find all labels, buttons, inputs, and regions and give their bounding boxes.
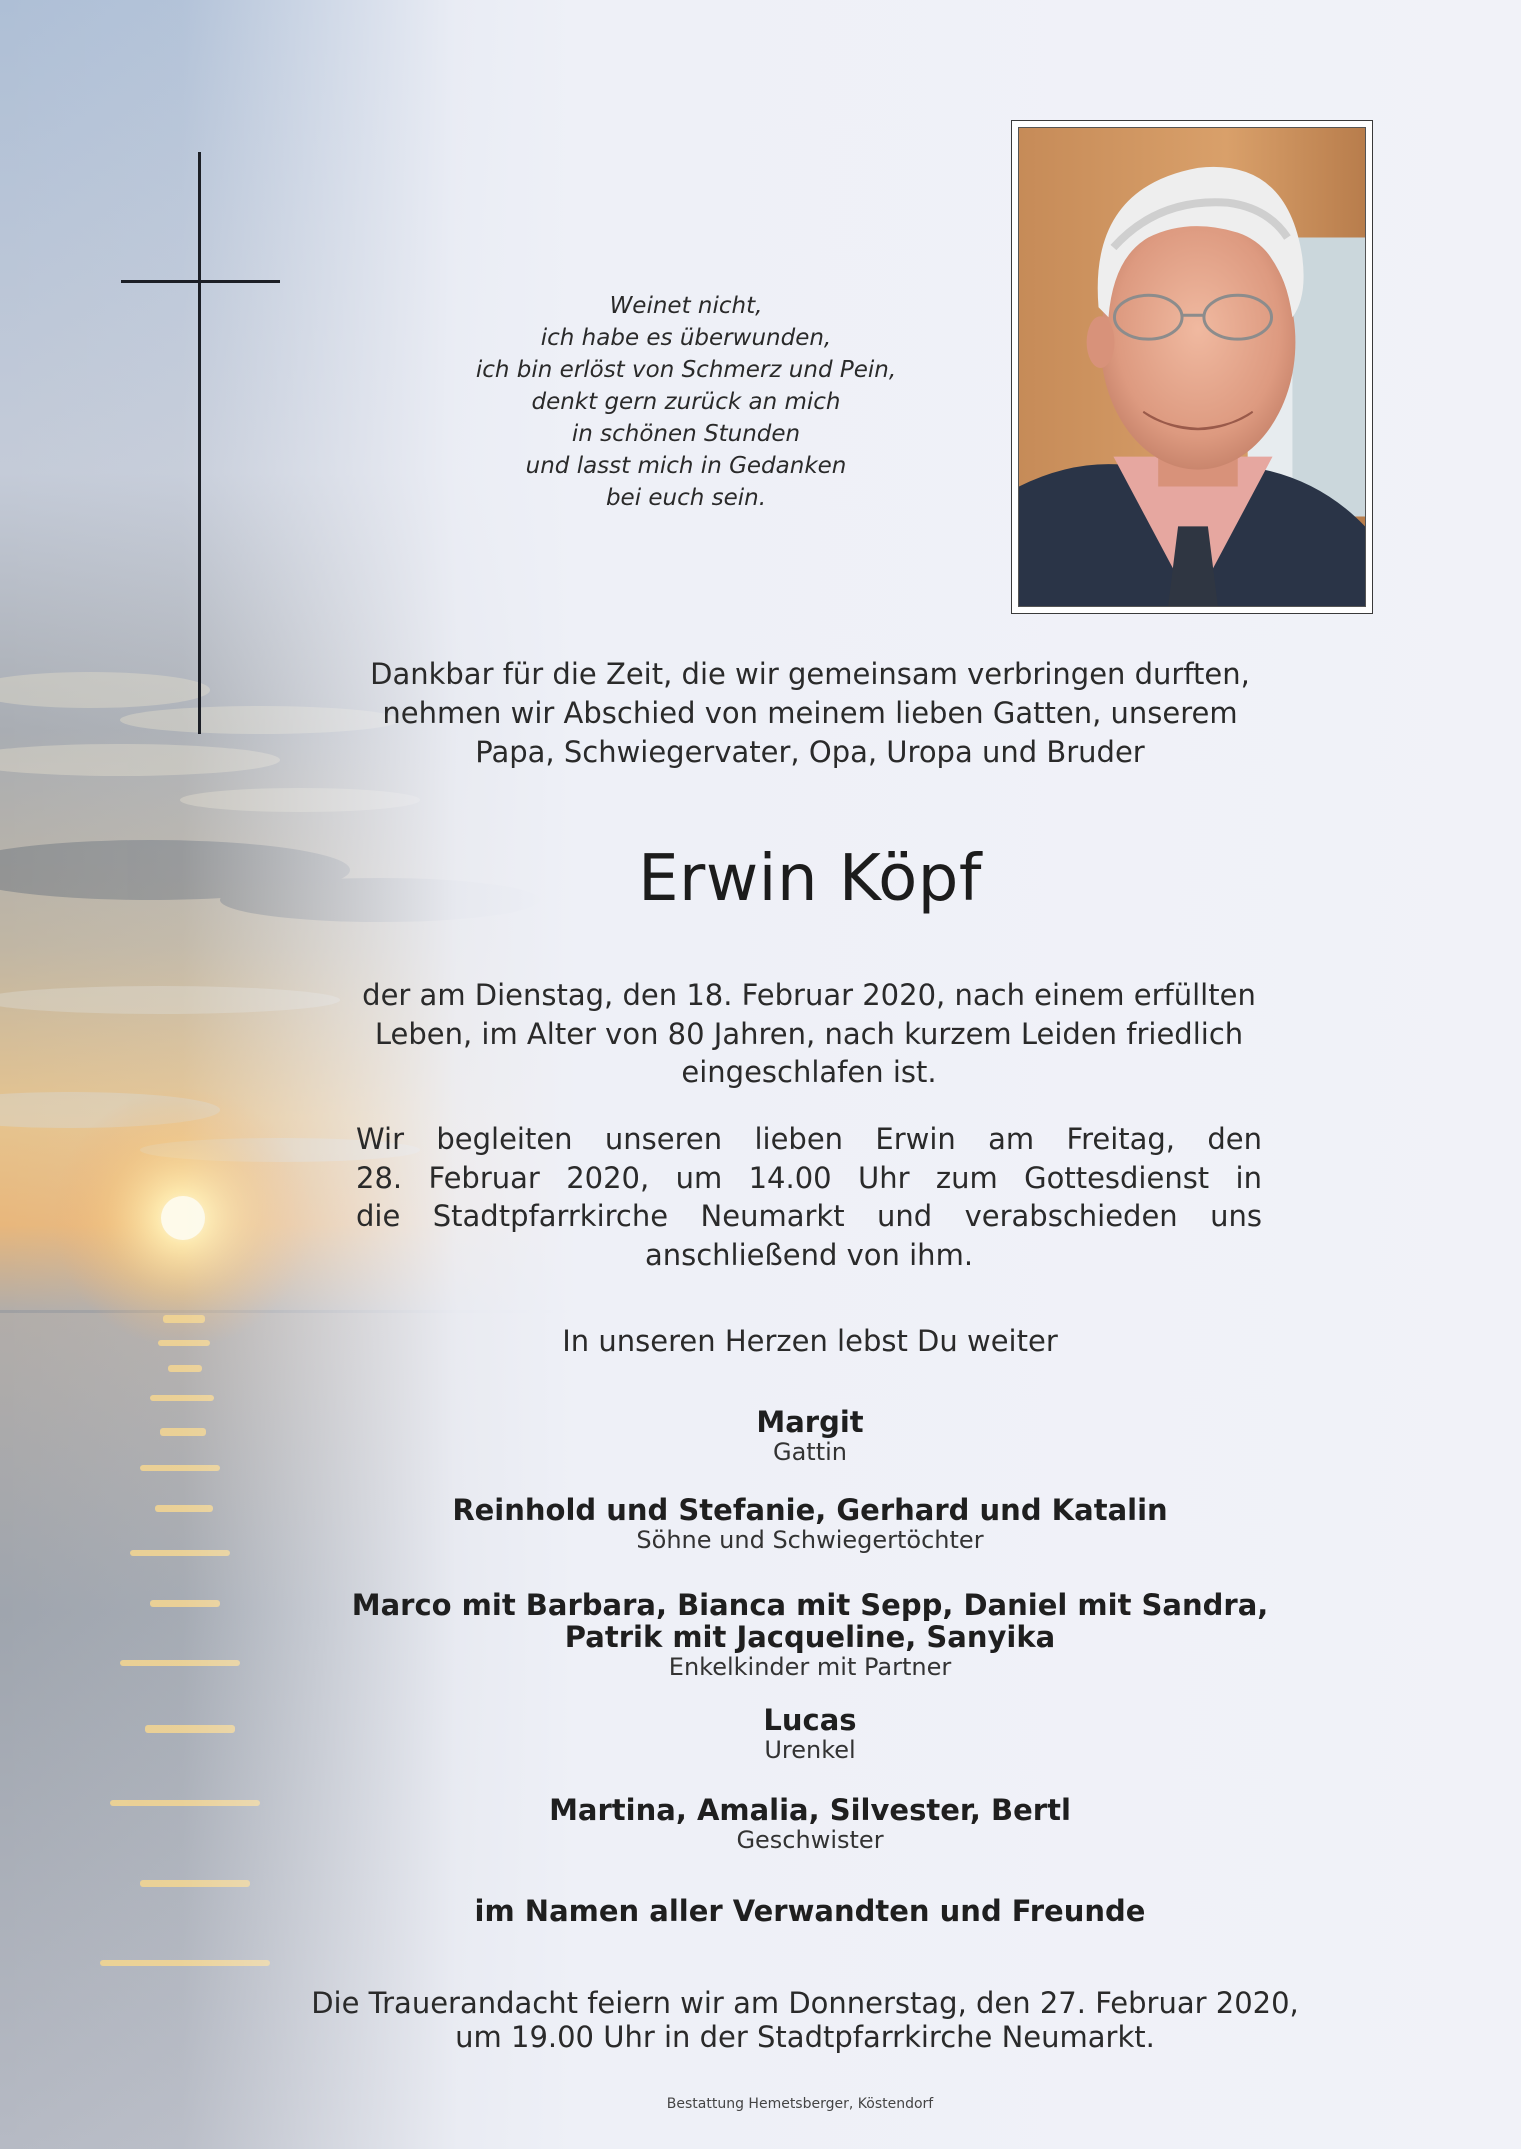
funeral-notice-line: 28. Februar 2020, um 14.00 Uhr zum Gottesdienst in (356, 1160, 1262, 1195)
poem (406, 290, 966, 514)
thanks-line: Papa, Schwiegervater, Opa, Uropa und Bruder (475, 735, 1145, 769)
family-group (300, 1589, 1320, 1681)
poem-line: denkt gern zurück an mich (531, 389, 841, 415)
family-group (300, 1406, 1320, 1466)
thanks-text (330, 655, 1290, 772)
thanks-line: nehmen wir Abschied von meinem lieben Gatten, unserem (382, 696, 1238, 730)
funeral-notice (356, 1120, 1262, 1274)
family-relation: Geschwister (736, 1826, 884, 1854)
family-names: Marco mit Barbara, Bianca mit Sepp, Daniel mit Sandra, (351, 1588, 1269, 1622)
family-names: Margit (756, 1405, 864, 1439)
deceased-name: Erwin Köpf (638, 842, 982, 916)
death-notice-line: eingeschlafen ist. (681, 1055, 937, 1089)
funeral-notice-line: die Stadtpfarrkirche Neumarkt und verabschieden uns (356, 1199, 1262, 1233)
cross-icon (198, 152, 201, 734)
family-relation: Söhne und Schwiegertöchter (636, 1526, 984, 1554)
closing-line: im Namen aller Verwandten und Freunde (474, 1894, 1146, 1928)
service-line: Die Trauerandacht feiern wir am Donnerstag, den 27. Februar 2020, (311, 1986, 1299, 2020)
family-group (300, 1494, 1320, 1554)
poem-line: und lasst mich in Gedanken (525, 453, 847, 479)
family-relation: Gattin (772, 1438, 847, 1466)
family-group (300, 1794, 1320, 1854)
death-notice-line: der am Dienstag, den 18. Februar 2020, nach einem erfüllten (362, 978, 1256, 1012)
heart-line: In unseren Herzen lebst Du weiter (562, 1324, 1058, 1358)
death-notice-line: Leben, im Alter von 80 Jahren, nach kurzem Leiden friedlich (374, 1016, 1244, 1051)
family-names: Lucas (763, 1703, 857, 1737)
family-names: Reinhold und Stefanie, Gerhard und Katalin (452, 1493, 1168, 1527)
funeral-notice-line: anschließend von ihm. (644, 1237, 974, 1272)
thanks-line: Dankbar für die Zeit, die wir gemeinsam verbringen durften, (370, 657, 1250, 691)
family-relation: Enkelkinder mit Partner (668, 1653, 952, 1681)
poem-line: ich habe es überwunden, (540, 325, 832, 351)
poem-line: in schönen Stunden (571, 421, 801, 447)
poem-line: bei euch sein. (605, 485, 767, 511)
undertaker-footer: Bestattung Hemetsberger, Köstendorf (666, 2096, 934, 2112)
death-notice (356, 976, 1262, 1092)
cross-icon-crossbar (121, 280, 280, 283)
service-line: um 19.00 Uhr in der Stadtpfarrkirche Neumarkt. (455, 2020, 1155, 2054)
funeral-notice-line: Wir begleiten unseren lieben Erwin am Freitag, den (356, 1122, 1262, 1156)
family-names: Martina, Amalia, Silvester, Bertl (549, 1793, 1071, 1827)
portrait-photo-frame (1011, 120, 1373, 614)
service-notice (250, 1986, 1360, 2054)
family-names: Patrik mit Jacqueline, Sanyika (564, 1620, 1056, 1654)
poem-line: Weinet nicht, (609, 293, 763, 319)
poem-line: ich bin erlöst von Schmerz und Pein, (475, 357, 897, 383)
portrait-photo (1018, 127, 1366, 607)
family-relation: Urenkel (764, 1736, 856, 1764)
family-group (300, 1704, 1320, 1764)
